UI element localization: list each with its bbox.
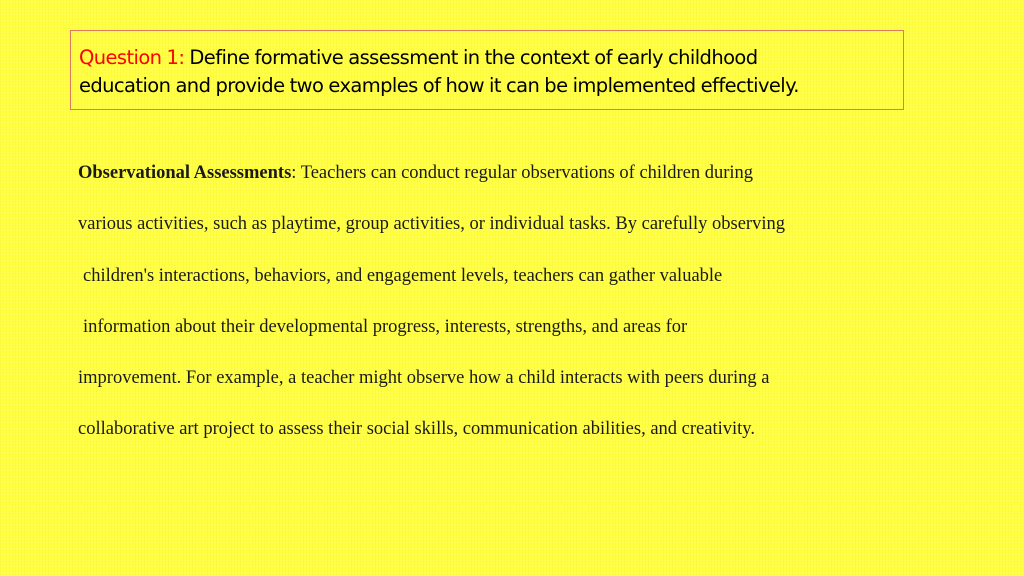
body-line-5: improvement. For example, a teacher might observe how a child interacts with peers during a (78, 368, 770, 389)
body-line-4: information about their developmental progress, interests, strengths, and areas for (83, 316, 688, 337)
question-title-box (70, 30, 904, 110)
answer-body (78, 160, 938, 468)
body-line-6: collaborative art project to assess their social skills, communication abilities, and creativity. (78, 419, 755, 440)
body-line-1 (78, 160, 938, 211)
body-line-1-rest: : Teachers can conduct regular observations of children during (291, 163, 754, 183)
body-line-2: various activities, such as playtime, group activities, or individual tasks. By carefully observing (78, 214, 785, 235)
title-line-1 (79, 44, 903, 72)
question-text-part-1: Define formative assessment in the context of early childhood (184, 46, 758, 69)
title-line-2: education and provide two examples of how it can be implemented effectively. (79, 74, 799, 97)
observational-assessments-term: Observational Assessments (78, 163, 292, 183)
body-line-3: children's interactions, behaviors, and engagement levels, teachers can gather valuable (83, 265, 723, 286)
question-label: Question 1: (79, 46, 185, 69)
